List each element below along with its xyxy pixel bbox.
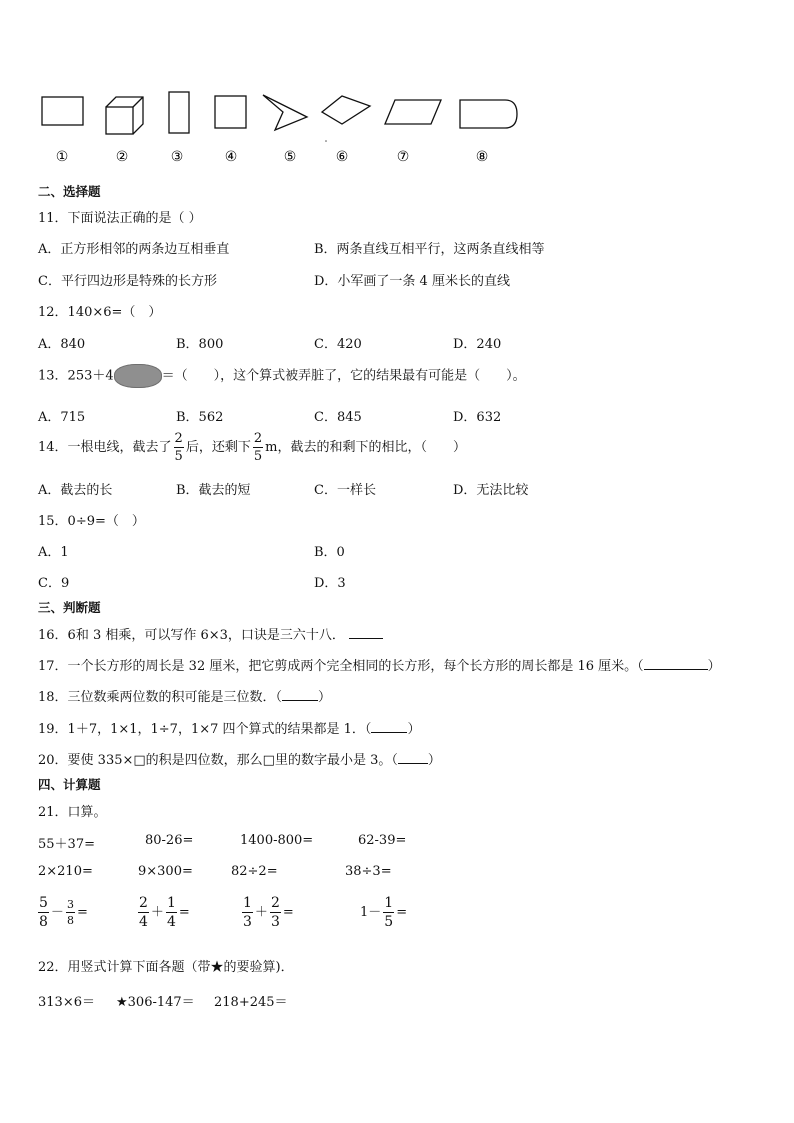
q13-option-a[interactable]: A．715	[38, 410, 86, 425]
q19-line	[38, 718, 420, 737]
q17-line	[38, 655, 721, 674]
q21-fraction-expr-1	[36, 896, 88, 929]
f1-op: －	[50, 905, 64, 920]
q21-row1-item2: 80-26=	[145, 833, 194, 848]
q12-option-c[interactable]: C．420	[314, 337, 362, 352]
shape-cube	[106, 97, 143, 134]
q22-item1: 313×6＝	[38, 995, 95, 1010]
q21-fraction-expr-3	[240, 896, 294, 929]
shape-rhombus	[322, 96, 370, 124]
q16-answer-blank[interactable]	[349, 626, 383, 639]
q22-item3: 218+245＝	[214, 995, 288, 1010]
q14-option-c[interactable]: C．一样长	[314, 483, 376, 498]
q15-option-b[interactable]: B．0	[314, 545, 345, 560]
q14-frac1-den: 5	[174, 449, 183, 464]
f1-n2: 3	[66, 898, 74, 911]
q15-option-c[interactable]: C．9	[38, 576, 70, 591]
f3-n2: 2	[270, 895, 280, 911]
q17-close: ）	[707, 659, 721, 674]
q11-option-a[interactable]: A．正方形相邻的两条边互相垂直	[38, 242, 230, 257]
q19-close: ）	[407, 722, 421, 737]
q21-title: 21．口算。	[38, 805, 107, 820]
f3-d1: 3	[243, 914, 252, 930]
f2-d1: 4	[139, 914, 148, 930]
shape-tall-rectangle	[169, 92, 189, 133]
section-calc-title: 四、计算题	[38, 777, 101, 792]
section-judge-title: 三、判断题	[38, 600, 101, 615]
f3-d2: 3	[270, 914, 280, 930]
q18-text: 18．三位数乘两位数的积可能是三位数．（	[38, 690, 283, 705]
q14-option-d[interactable]: D．无法比较	[453, 483, 529, 498]
q19-text: 19．1＋7，1×1，1÷7，1×7 四个算式的结果都是 1．（	[38, 722, 372, 737]
q21-fraction-expr-2	[136, 896, 190, 929]
q21-fraction-expr-4	[360, 896, 407, 929]
f4-n2: 1	[384, 895, 394, 911]
shape-parallelogram	[385, 100, 441, 124]
q18-line	[38, 686, 331, 705]
q12-option-a[interactable]: A．840	[38, 337, 86, 352]
q19-answer-blank[interactable]	[371, 720, 407, 733]
q16-line	[38, 624, 383, 643]
section-choice-title: 二、选择题	[38, 184, 101, 199]
shape-label-7: ⑦	[396, 149, 410, 165]
f3-eq: =	[282, 905, 294, 920]
q16-text: 16．6和 3 相乘，可以写作 6×3，口诀是三六十八．	[38, 628, 345, 643]
q14-option-b[interactable]: B．截去的短	[176, 483, 251, 498]
q13-option-c[interactable]: C．845	[314, 410, 362, 425]
q14-mid: 后，还剩下	[185, 440, 251, 455]
f1-d2: 8	[66, 914, 74, 927]
f3-op: ＋	[254, 905, 268, 920]
f2-d2: 4	[166, 914, 176, 930]
f1-n1: 5	[39, 895, 48, 911]
q20-answer-blank[interactable]	[398, 751, 428, 764]
q12-option-d[interactable]: D．240	[453, 337, 502, 352]
q13-option-d[interactable]: D．632	[453, 410, 502, 425]
q21-row2-item3: 82÷2=	[231, 864, 278, 879]
q11-stem: 11．下面说法正确的是（ ）	[38, 211, 202, 226]
q11-option-b[interactable]: B．两条直线互相平行，这两条直线相等	[314, 242, 545, 257]
q14-frac2-num: 2	[253, 431, 263, 446]
q20-line	[38, 749, 441, 768]
q21-row1-item4: 62-39=	[358, 833, 407, 848]
q18-close: ）	[318, 690, 332, 705]
q12-stem: 12．140×6=（ ）	[38, 305, 162, 320]
shape-rectangle	[42, 97, 83, 125]
f4-d2: 5	[384, 914, 394, 930]
q21-row2-item4: 38÷3=	[345, 864, 392, 879]
shape-label-2: ②	[115, 149, 129, 165]
shape-label-4: ④	[224, 149, 238, 165]
q14-fraction-1	[174, 432, 184, 463]
q12-option-b[interactable]: B．800	[176, 337, 224, 352]
q17-answer-blank[interactable]	[644, 657, 708, 670]
smudge-cloud	[114, 364, 162, 388]
f4-eq: =	[396, 905, 408, 920]
shape-label-8: ⑧	[475, 149, 489, 165]
q11-option-d[interactable]: D．小军画了一条 4 厘米长的直线	[314, 274, 510, 289]
f2-n1: 2	[139, 895, 148, 911]
f4-whole: 1－	[360, 905, 382, 920]
q15-stem: 15．0÷9=（ ）	[38, 514, 145, 529]
f1-eq: =	[76, 905, 88, 920]
q20-text: 20．要使 335×□的积是四位数，那么□里的数字最小是 3。（	[38, 753, 398, 768]
q13-option-b[interactable]: B．562	[176, 410, 224, 425]
q14-fraction-2	[253, 432, 263, 463]
q15-option-d[interactable]: D．3	[314, 576, 346, 591]
q13-stem	[38, 364, 526, 388]
shape-square	[215, 96, 246, 128]
shape-label-3: ③	[170, 149, 184, 165]
q21-row2-item2: 9×300=	[138, 864, 193, 879]
f2-op: ＋	[150, 905, 164, 920]
f2-n2: 1	[166, 895, 176, 911]
q21-row1-item3: 1400-800=	[240, 833, 314, 848]
q14-post: m，截去的和剩下的相比，（ ）	[265, 440, 466, 455]
q22-item2: ★306-147＝	[116, 995, 195, 1010]
q13-stem-post: ＝（ ），这个算式被弄脏了，它的结果最有可能是（ ）。	[161, 368, 526, 384]
q11-option-c[interactable]: C．平行四边形是特殊的长方形	[38, 274, 217, 289]
shapes-figure	[0, 80, 794, 170]
shape-rounded-rectangle	[460, 100, 517, 128]
q14-option-a[interactable]: A．截去的长	[38, 483, 113, 498]
f1-d1: 8	[39, 914, 48, 930]
q14-frac2-den: 5	[253, 449, 263, 464]
q13-stem-pre: 13．253＋4	[38, 368, 114, 384]
q21-row1-item1: 55＋37=	[38, 837, 95, 852]
q14-frac1-num: 2	[174, 431, 183, 446]
q14-pre: 14．一根电线，截去了	[38, 440, 172, 455]
shape-label-5: ⑤	[283, 149, 297, 165]
q15-option-a[interactable]: A．1	[38, 545, 69, 560]
q18-answer-blank[interactable]	[282, 688, 318, 701]
q14-stem	[38, 432, 466, 463]
f3-n1: 1	[243, 895, 252, 911]
shape-label-6: ⑥	[335, 149, 349, 165]
shape-arrow	[263, 95, 307, 130]
shape-label-1: ①	[55, 149, 69, 165]
q17-text: 17．一个长方形的周长是 32 厘米，把它剪成两个完全相同的长方形，每个长方形的周长都是 16 厘米。（	[38, 659, 644, 674]
f2-eq: =	[178, 905, 190, 920]
q20-close: ）	[427, 753, 441, 768]
q21-row2-item1: 2×210=	[38, 864, 93, 879]
q22-title: 22．用竖式计算下面各题（带★的要验算)．	[38, 960, 294, 975]
